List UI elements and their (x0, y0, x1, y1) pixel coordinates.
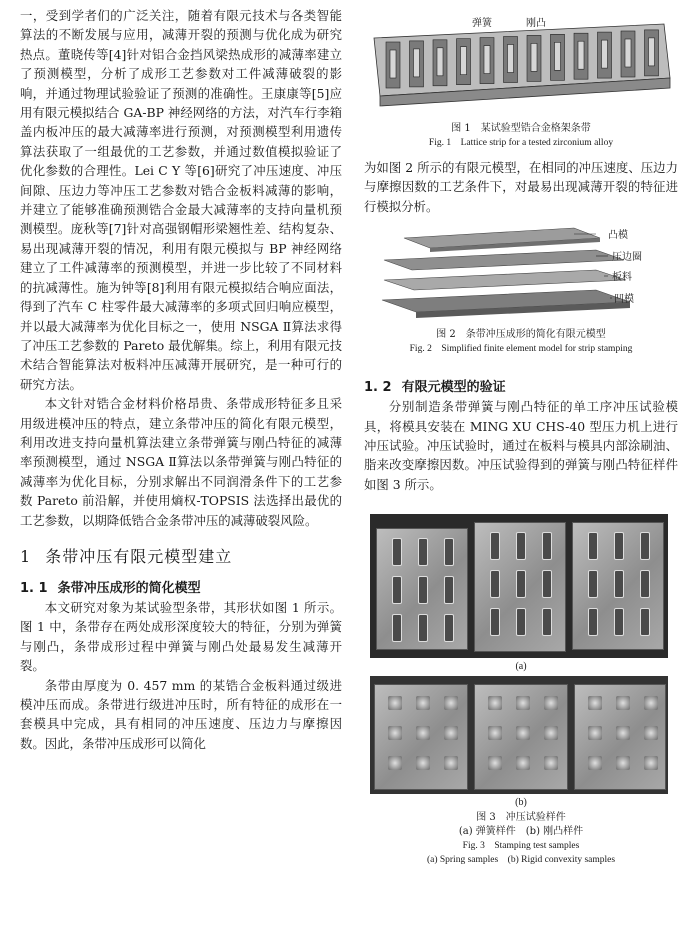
body-paragraph: 本文针对锆合金材料价格昂贵、条带成形特征多且采用级进模冲压的特点，建立条带冲压的简化有限元模型，利用改进支持向量机算法建立条带弹簧与刚凸特征的减薄率预测模型，通过 NSGA Ⅱ算法以条带弹簧与刚凸特征的减薄率为优化目标，分别求解出不同润滑条件下的工艺参数 Pareto 前沿解，并使用熵权-TOPSIS 法选择出最优的工艺参数，以期降低锆合金条带冲压的减薄破裂风险。 (20, 396, 342, 528)
spring-slot (392, 538, 402, 566)
figure-caption-en: Fig. 1 Lattice strip for a tested zirconium alloy (428, 138, 614, 148)
spring-slot (516, 608, 526, 636)
rigid-bump (588, 756, 602, 770)
figure-subcaption-en: (a) Spring samples (b) Rigid convexity samples (426, 855, 616, 866)
spring-slot (418, 576, 428, 604)
rigid-bump (544, 696, 558, 710)
spring-slot (588, 532, 598, 560)
figure-2 (364, 224, 678, 360)
rigid-bump (616, 726, 630, 740)
strip-spring (578, 41, 584, 69)
rigid-bump (488, 756, 502, 770)
spring-slot (640, 570, 650, 598)
spring-slot (640, 608, 650, 636)
label-die: 凹模 (614, 294, 634, 306)
spring-slot (444, 576, 454, 604)
rigid-bump (544, 756, 558, 770)
figure-caption-en: Fig. 2 Simplified finite element model for strip stamping (409, 344, 633, 355)
rigid-bump (416, 726, 430, 740)
spring-slot (542, 570, 552, 598)
strip-spring (602, 40, 608, 68)
body-paragraph: 分别制造条带弹簧与刚凸特征的单工序冲压试验模具，将模具安装在 MING XU CHS-40 型压力机上进行冲压试验。冲压试验时，通过在板料与模具内部涂刷油、脂来改变摩擦因数。冲压试验得到的弹簧与刚凸特征样件如图 3 所示。 (364, 399, 678, 492)
label-spring: 弹簧 (472, 18, 492, 29)
strip-spring (625, 39, 631, 67)
spring-slot (614, 608, 624, 636)
figure-3 (364, 514, 678, 867)
right-column (364, 4, 678, 867)
label-sheet: 板料 (612, 272, 632, 284)
spring-slot (640, 532, 650, 560)
body-paragraph: 本文研究对象为某试验型条带，其形状如图 1 所示。图 1 中，条带存在两处成形深度较大的特征，分别为弹簧与刚凸，条带成形过程中弹簧与刚凸处最易发生减薄开裂。 (20, 599, 342, 674)
strip-spring (414, 49, 420, 77)
spring-slot (392, 576, 402, 604)
strip-spring (649, 38, 655, 66)
spring-slot (542, 532, 552, 560)
section-heading (20, 544, 342, 567)
rigid-bump (644, 756, 658, 770)
photo-spring-samples (370, 514, 668, 658)
lattice-strip-drawing (364, 4, 678, 122)
rigid-bump (416, 756, 430, 770)
subsection-number: 1. 2 (364, 380, 392, 396)
spring-slot (614, 532, 624, 560)
strip-spring (508, 45, 514, 73)
spring-slot (444, 614, 454, 642)
label-blank-holder: 压边圈 (612, 252, 642, 264)
strip-spring (390, 50, 396, 78)
section-title: 条带冲压有限元模型建立 (45, 546, 233, 566)
figure-caption-cn: 图 2 条带冲压成形的简化有限元模型 (436, 329, 606, 341)
rigid-bump (388, 756, 402, 770)
rigid-bump (516, 756, 530, 770)
subsection-heading (364, 376, 678, 395)
spring-slot (490, 608, 500, 636)
subsection-number: 1. 1 (20, 580, 48, 596)
rigid-bump (516, 696, 530, 710)
strip-spring (531, 43, 537, 71)
subsection-title: 条带冲压成形的简化模型 (57, 580, 201, 596)
figure-1 (364, 4, 678, 148)
strip-spring (437, 48, 443, 76)
rigid-bump (588, 696, 602, 710)
rigid-bump (444, 696, 458, 710)
rigid-bump (644, 696, 658, 710)
rigid-bump (644, 726, 658, 740)
rigid-bump (616, 696, 630, 710)
figure-caption-en: Fig. 3 Stamping test samples (462, 841, 580, 852)
spring-slot (490, 570, 500, 598)
figure-caption-cn: 图 1 某试验型锆合金格架条带 (451, 123, 591, 134)
strip-spring (461, 47, 467, 75)
rigid-bump (388, 696, 402, 710)
spring-slot (588, 570, 598, 598)
left-column (20, 6, 342, 753)
photo-rigid-samples (370, 676, 668, 794)
figure-subcaption-cn: (a) 弹簧样件 (b) 刚凸样件 (458, 826, 584, 838)
body-paragraph: 一，受到学者们的广泛关注，随着有限元技术与各类智能算法的不断发展与应用，减薄开裂的预测与优化成为研究热点。董晓传等[4]针对铝合金挡风梁热成形的减薄率建立了预测模型，分析了成形工艺参数对工件减薄破裂的影响，并通过物理试验验证了预测的准确性。王康康等[5]应用有限元模拟结合 GA-BP 神经网络的方法，对汽车行李箱盖内板冲压的最大减薄率进行预测，对预测模型利用遗传算法获取了一组最优的工艺参数，并通过数值模拟验证了优化参数的合理性。Lei C Y 等[6]研究了冲压速度、冲压间隙、压边力等冲压工艺参数对锆合金板料减薄的影响，并建立了能够准确预测锆合金最大减薄率的支持向量机预测模型。庞秋等[7]针对高强钢帽形梁翘性差、结构复杂、易出现减薄开裂的情况，利用有限元模拟与 BP 神经网络建立了工件减薄率的预测模型，并进一步比较了不同材料的抗减薄性。施为钟等[8]利用有限元模拟结合响应面法，得到了汽车 C 柱零件最大减薄率的多项式回归响应模型，并以最大减薄率为优化目标之一，使用 NSGA Ⅱ算法求得了冲压工艺参数的 Pareto 最优解集。综上，利用有限元技术结合智能算法对板料冲压减薄开展研究，是一种可行的研究方法。 (20, 8, 342, 392)
rigid-bump (444, 726, 458, 740)
rigid-bump (488, 726, 502, 740)
spring-slot (614, 570, 624, 598)
subfigure-label-b: (b) (515, 797, 527, 809)
rigid-bump (616, 756, 630, 770)
strip-spring (555, 42, 561, 70)
spring-slot (444, 538, 454, 566)
spring-slot (588, 608, 598, 636)
body-paragraph: 条带由厚度为 0. 457 mm 的某锆合金板料通过级进模冲压而成。条带进行级进冲压时，所有特征的成形在一套模具中完成，具有相同的冲压速度、压边力与摩擦因数。因此，条带冲压成形可以简化 (20, 677, 342, 751)
spring-slot (490, 532, 500, 560)
spring-slot (392, 614, 402, 642)
section-number: 1 (20, 546, 32, 566)
spring-slot (516, 532, 526, 560)
rigid-bump (488, 696, 502, 710)
figure-caption-cn: 图 3 冲压试验样件 (476, 812, 566, 824)
rigid-bump (516, 726, 530, 740)
subfigure-label-a: (a) (515, 661, 527, 673)
label-rigid-convexity: 刚凸 (526, 18, 546, 29)
spring-slot (542, 608, 552, 636)
rigid-bump (588, 726, 602, 740)
rigid-bump (388, 726, 402, 740)
rigid-bump (444, 756, 458, 770)
label-punch: 凸模 (608, 230, 628, 242)
rigid-bump (544, 726, 558, 740)
body-paragraph: 为如图 2 所示的有限元模型，在相同的冲压速度、压边力与摩擦因数的工艺条件下，对最易出现减薄开裂的特征进行模拟分析。 (364, 160, 678, 214)
spring-slot (418, 538, 428, 566)
spring-slot (418, 614, 428, 642)
spring-slot (516, 570, 526, 598)
subsection-heading (20, 577, 342, 596)
strip-spring (484, 46, 490, 74)
subsection-title: 有限元模型的验证 (401, 380, 506, 396)
rigid-bump (416, 696, 430, 710)
